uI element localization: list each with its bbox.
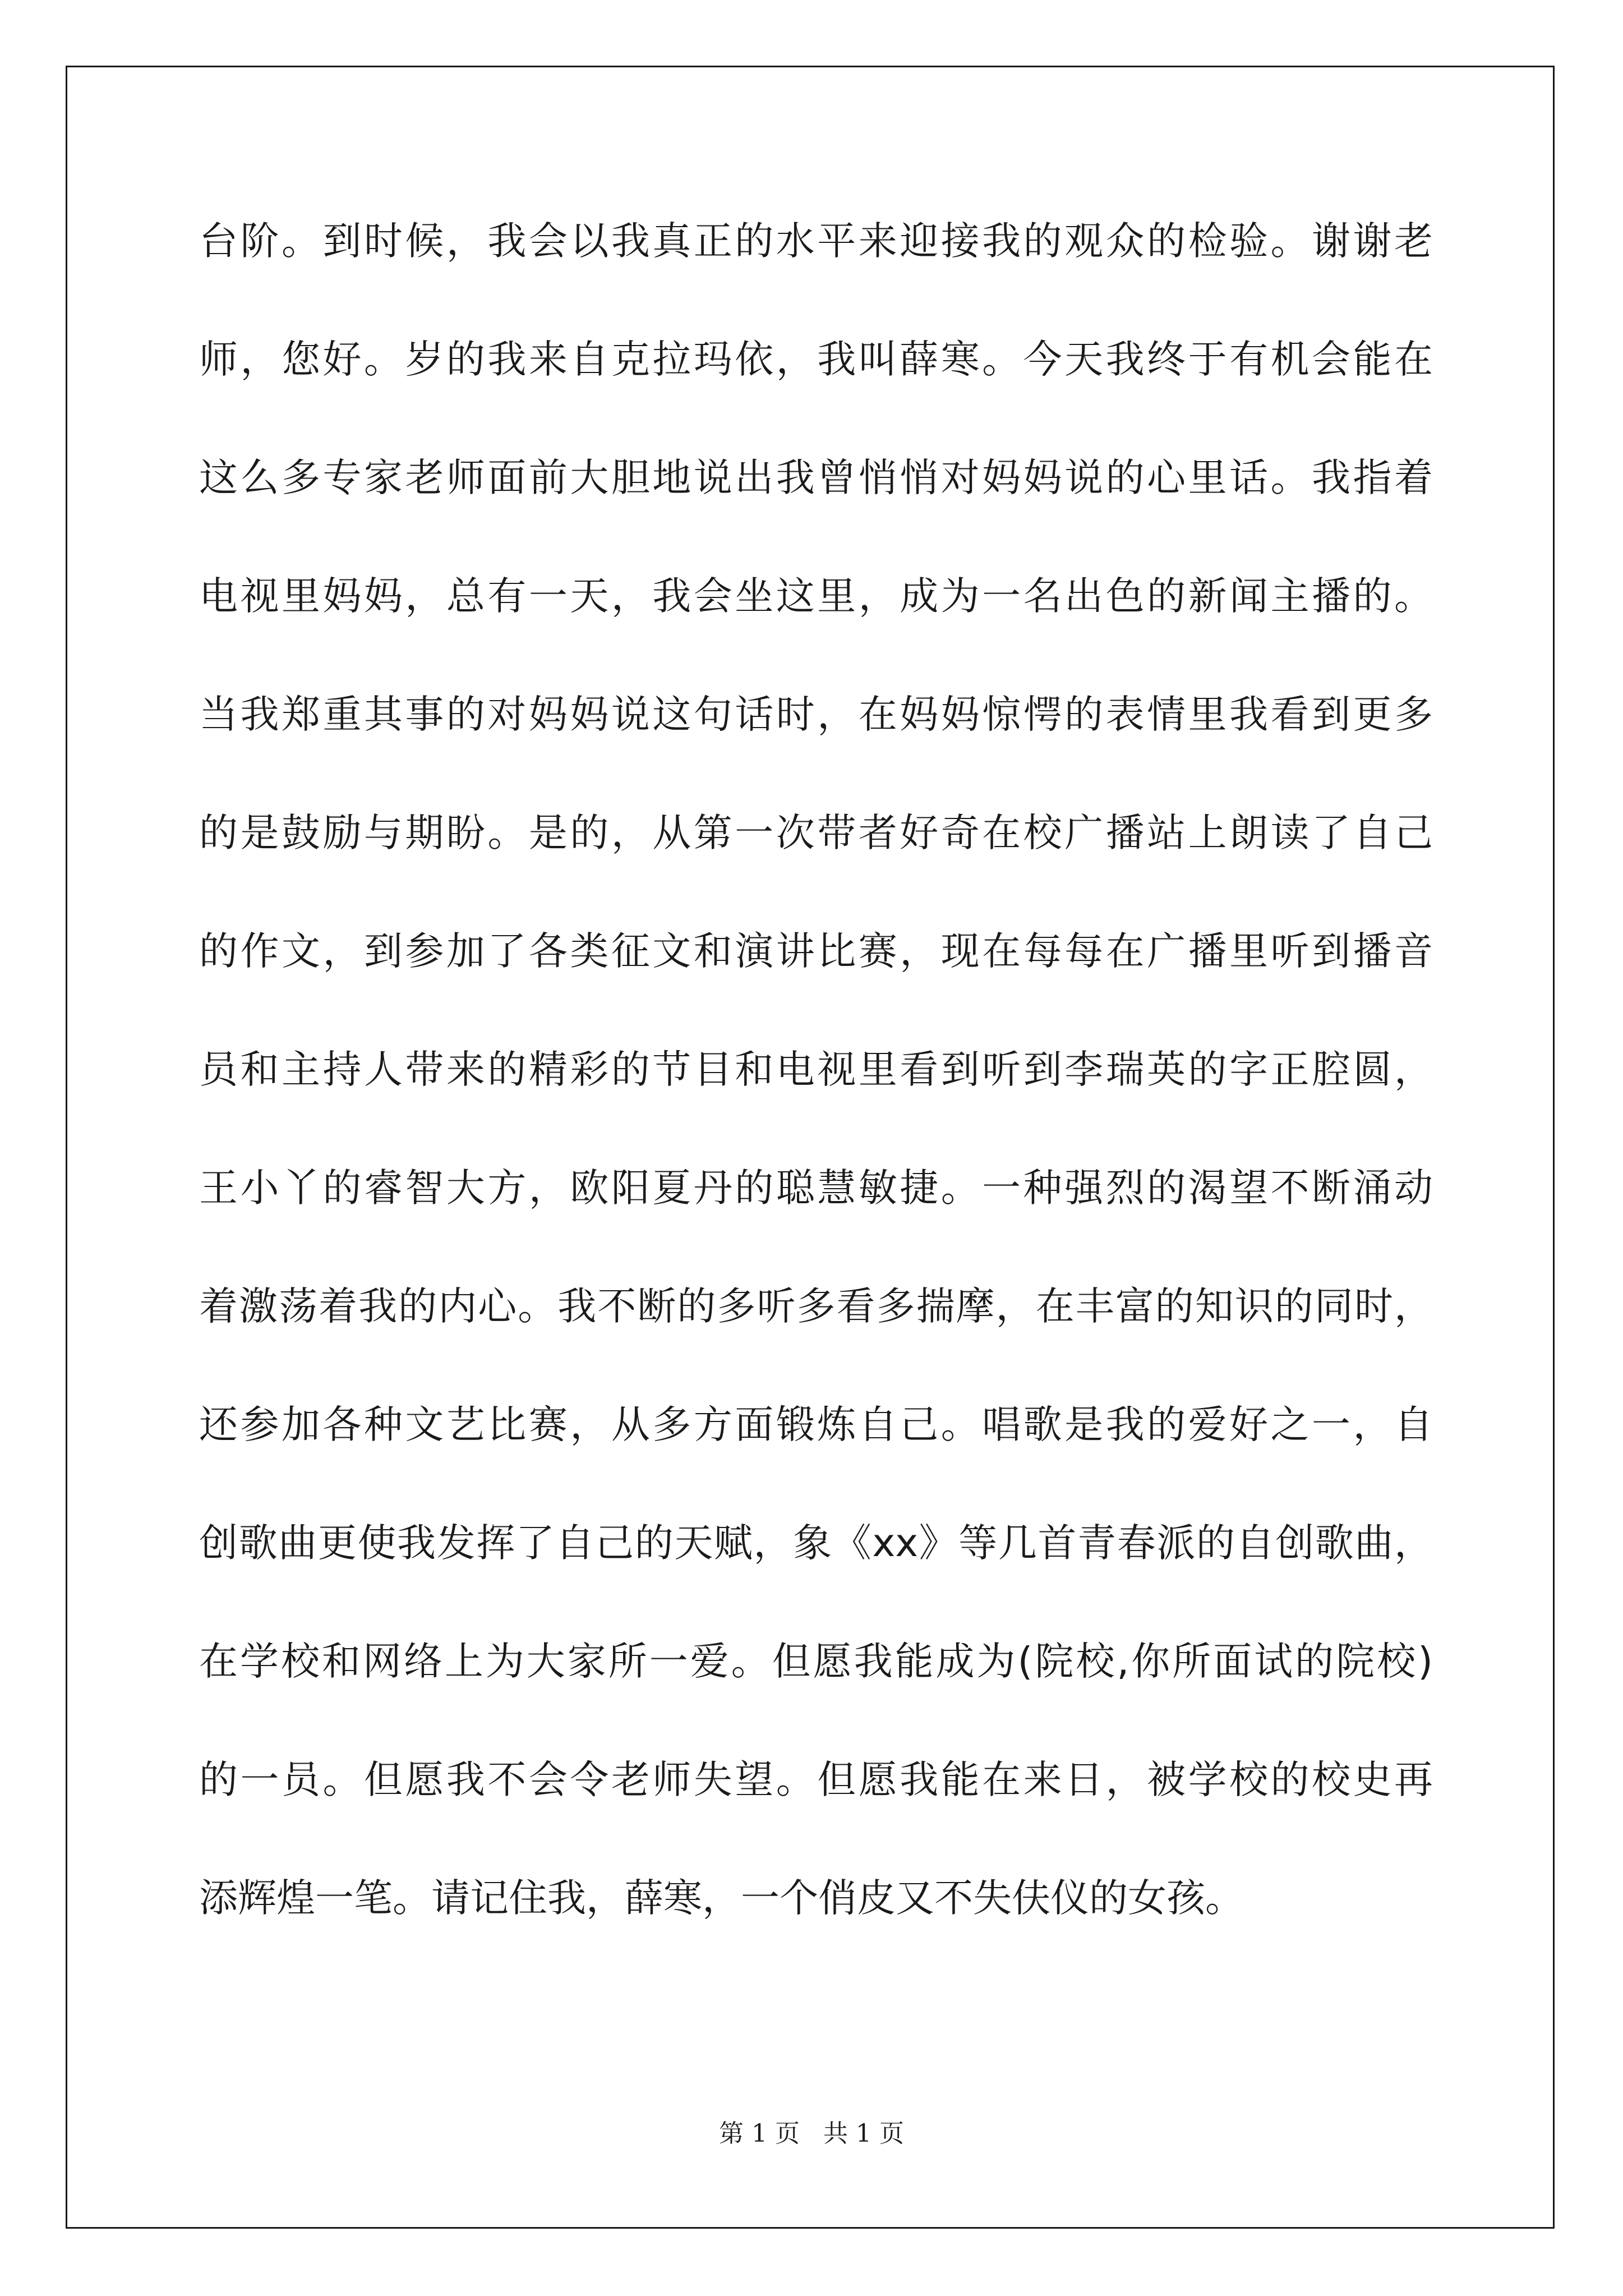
text-line: 创歌曲更使我发挥了自己的天赋，象《xx》等几首青春派的自创歌曲， [199, 1521, 1433, 1566]
text-line: 的一员。但愿我不会令老师失望。但愿我能在来日，被学校的校史再 [199, 1757, 1433, 1802]
document-body [199, 212, 1433, 1987]
text-line: 在学校和网络上为大家所一爱。但愿我能成为(院校,你所面试的院校) [199, 1639, 1433, 1684]
text-line: 当我郑重其事的对妈妈说这句话时，在妈妈惊愕的表情里我看到更多 [199, 692, 1433, 737]
text-line: 着激荡着我的内心。我不断的多听多看多揣摩，在丰富的知识的同时， [199, 1284, 1433, 1329]
page-number-footer: 第 1 页 共 1 页 [719, 2119, 904, 2148]
text-line: 还参加各种文艺比赛，从多方面锻炼自己。唱歌是我的爱好之一，自 [199, 1402, 1433, 1447]
text-line: 师，您好。岁的我来自克拉玛依，我叫薛寒。今天我终于有机会能在 [199, 337, 1433, 382]
text-line: 这么多专家老师面前大胆地说出我曾悄悄对妈妈说的心里话。我指着 [199, 455, 1433, 500]
text-line: 王小丫的睿智大方，欧阳夏丹的聪慧敏捷。一种强烈的渴望不断涌动 [199, 1166, 1433, 1211]
text-line: 的作文，到参加了各类征文和演讲比赛，现在每每在广播里听到播音 [199, 929, 1433, 974]
text-line: 电视里妈妈，总有一天，我会坐这里，成为一名出色的新闻主播的。 [199, 574, 1433, 619]
text-line: 员和主持人带来的精彩的节目和电视里看到听到李瑞英的字正腔圆， [199, 1047, 1433, 1092]
text-line: 的是鼓励与期盼。是的，从第一次带者好奇在校广播站上朗读了自己 [199, 811, 1433, 855]
text-line: 台阶。到时候，我会以我真正的水平来迎接我的观众的检验。谢谢老 [199, 219, 1433, 264]
text-line: 添辉煌一笔。请记住我，薛寒，一个俏皮又不失伕仪的女孩。 [199, 1876, 1244, 1921]
